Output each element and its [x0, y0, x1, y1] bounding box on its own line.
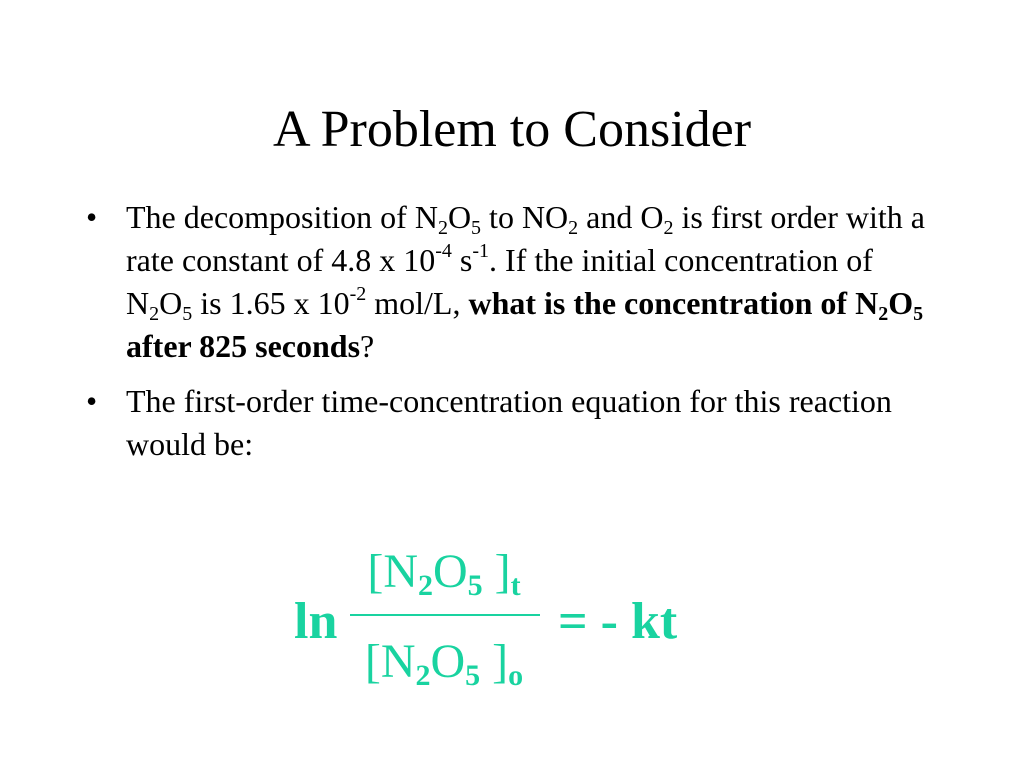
subscript: 5 — [182, 303, 193, 325]
subscript: t — [510, 569, 521, 602]
subscript: 2 — [149, 303, 160, 325]
text: The first-order time-concentration equation for this reaction would be: — [126, 383, 892, 462]
text: to NO — [481, 199, 569, 235]
superscript: -1 — [472, 240, 490, 262]
text: and O — [578, 199, 664, 235]
bullet-icon: • — [86, 383, 98, 419]
text: [N — [364, 635, 416, 688]
bullet-item-problem — [86, 196, 946, 368]
subscript: 2 — [663, 217, 674, 239]
bullet-list — [86, 196, 946, 478]
subscript: 5 — [471, 217, 482, 239]
subscript: 5 — [465, 659, 481, 692]
superscript: -2 — [349, 283, 367, 305]
text: [N — [367, 545, 418, 598]
text: is 1.65 x 10 — [192, 285, 350, 321]
text: what is the concentration of N — [468, 285, 879, 321]
first-order-equation — [288, 540, 688, 700]
subscript: 2 — [568, 217, 579, 239]
equation-ln: ln — [294, 593, 338, 650]
slide-title: A Problem to Consider — [272, 101, 752, 158]
equation-rhs: = - kt — [558, 593, 678, 650]
subscript: 2 — [415, 659, 431, 692]
bullet-icon: • — [86, 199, 98, 235]
text: O — [888, 285, 914, 321]
text: is first order with a rate constant of 4.8 x 10 — [126, 199, 925, 278]
subscript: 5 — [913, 303, 924, 325]
text: ? — [360, 328, 375, 364]
text: O — [433, 545, 468, 598]
equation-numerator — [344, 544, 544, 600]
bullet-item-equation-intro — [86, 380, 946, 466]
subscript: 5 — [467, 569, 483, 602]
text: O — [159, 285, 183, 321]
text: s — [451, 242, 473, 278]
text: mol/L, — [366, 285, 469, 321]
text: . If the initial concentration of N — [126, 242, 873, 321]
text: after 825 seconds — [126, 328, 361, 364]
text: ] — [482, 545, 511, 598]
text: ] — [480, 635, 509, 688]
superscript: -4 — [435, 240, 452, 262]
equation-denominator — [344, 634, 544, 690]
equation-fraction — [344, 540, 544, 700]
text: The decomposition of N — [126, 199, 438, 235]
fraction-bar — [350, 614, 540, 616]
text: O — [447, 199, 472, 235]
text: O — [430, 635, 466, 688]
subscript: 2 — [878, 303, 889, 325]
subscript: 2 — [437, 217, 448, 239]
subscript: o — [508, 659, 524, 692]
subscript: 2 — [418, 569, 433, 602]
